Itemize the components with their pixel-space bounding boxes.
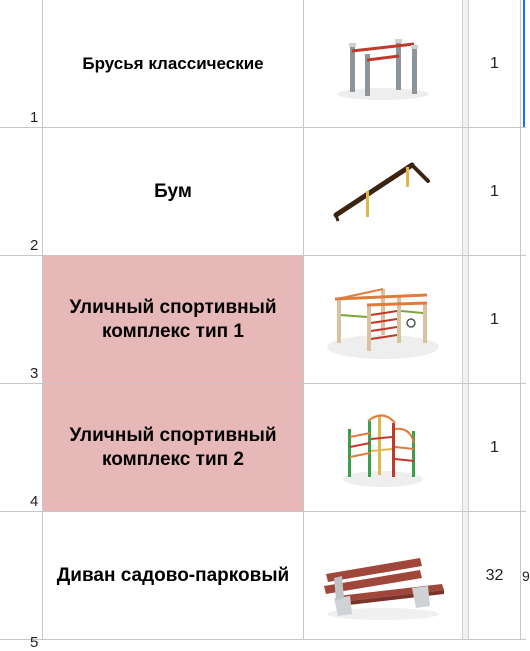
hidden-column-gap xyxy=(462,128,469,255)
table-row xyxy=(0,512,526,651)
row-number-cell[interactable] xyxy=(0,384,43,511)
row-number: 2 xyxy=(30,237,39,254)
image-cell[interactable] xyxy=(304,512,462,639)
quantity-value: 1 xyxy=(490,182,499,200)
hidden-column-gap xyxy=(462,384,469,511)
row-number-cell[interactable] xyxy=(0,512,43,651)
item-name: Уличный спортивный комплекс тип 2 xyxy=(69,424,277,470)
item-name: Брусья классические xyxy=(82,53,264,73)
item-name: Уличный спортивный комплекс тип 1 xyxy=(69,296,277,342)
row-number-cell[interactable] xyxy=(0,0,43,127)
row-number-cell[interactable] xyxy=(0,256,43,383)
quantity-value: 1 xyxy=(490,438,499,456)
table-row xyxy=(0,256,526,384)
quantity-value: 1 xyxy=(490,54,499,72)
quantity-cell[interactable] xyxy=(469,384,521,511)
quantity-value: 1 xyxy=(490,310,499,328)
quantity-value: 32 xyxy=(485,566,504,584)
name-cell[interactable] xyxy=(43,0,304,127)
sports-complex-1-image xyxy=(323,275,443,365)
parallel-bars-image xyxy=(328,24,438,104)
row-number: 5 xyxy=(30,634,39,651)
park-bench-image xyxy=(320,530,446,622)
hidden-column-gap xyxy=(462,512,469,639)
image-cell[interactable] xyxy=(304,256,462,383)
row-number: 4 xyxy=(30,493,39,510)
quantity-cell[interactable] xyxy=(469,0,521,127)
item-name: Бум xyxy=(154,180,192,202)
image-cell[interactable] xyxy=(304,0,462,127)
balance-beam-image xyxy=(328,157,438,227)
item-name: Диван садово-парковый xyxy=(56,564,290,586)
row-number: 1 xyxy=(30,109,39,126)
table-row xyxy=(0,384,526,512)
name-cell[interactable] xyxy=(43,128,304,255)
quantity-cell[interactable] xyxy=(469,256,521,383)
name-cell-highlighted[interactable] xyxy=(43,384,304,511)
quantity-cell[interactable] xyxy=(469,512,521,639)
quantity-cell[interactable] xyxy=(469,128,521,255)
hidden-column-gap xyxy=(462,0,469,127)
sports-complex-2-image xyxy=(338,403,428,493)
name-cell-highlighted[interactable] xyxy=(43,256,304,383)
table-row xyxy=(0,0,526,128)
table-row xyxy=(0,128,526,256)
row-number: 3 xyxy=(30,365,39,382)
name-cell[interactable] xyxy=(43,512,304,639)
row-number-cell[interactable] xyxy=(0,128,43,255)
partial-cell-text: 9 xyxy=(522,568,530,584)
selection-border xyxy=(523,0,525,127)
image-cell[interactable] xyxy=(304,128,462,255)
image-cell[interactable] xyxy=(304,384,462,511)
hidden-column-gap xyxy=(462,256,469,383)
